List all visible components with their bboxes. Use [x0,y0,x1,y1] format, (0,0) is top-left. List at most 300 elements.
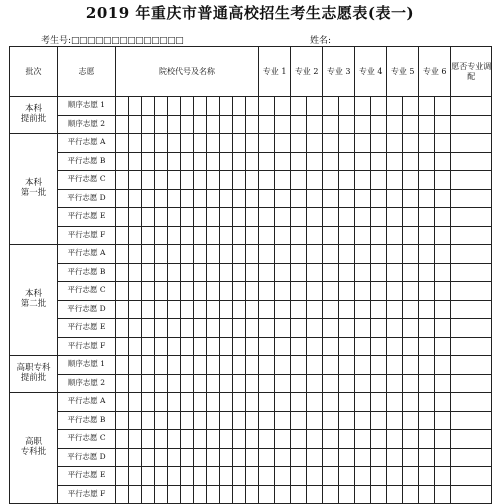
major-code-cell[interactable] [371,263,387,282]
school-code-cell[interactable] [246,393,259,412]
major-code-cell[interactable] [387,134,403,153]
adjust-cell[interactable] [451,319,492,338]
major-code-cell[interactable] [275,337,291,356]
major-code-cell[interactable] [307,356,323,375]
major-code-cell[interactable] [339,319,355,338]
school-code-cell[interactable] [155,226,168,245]
school-code-cell[interactable] [116,263,129,282]
school-code-cell[interactable] [129,134,142,153]
school-code-cell[interactable] [181,226,194,245]
school-code-cell[interactable] [116,134,129,153]
school-code-cell[interactable] [220,134,233,153]
school-code-cell[interactable] [116,467,129,486]
school-code-cell[interactable] [129,356,142,375]
school-code-cell[interactable] [207,208,220,227]
school-code-cell[interactable] [246,485,259,504]
major-code-cell[interactable] [387,282,403,301]
school-code-cell[interactable] [168,208,181,227]
major-code-cell[interactable] [275,226,291,245]
major-code-cell[interactable] [307,97,323,116]
school-code-cell[interactable] [194,485,207,504]
school-code-cell[interactable] [220,319,233,338]
major-code-cell[interactable] [435,393,451,412]
school-code-cell[interactable] [220,300,233,319]
major-code-cell[interactable] [387,208,403,227]
major-code-cell[interactable] [307,134,323,153]
adjust-cell[interactable] [451,115,492,134]
school-code-cell[interactable] [129,337,142,356]
major-code-cell[interactable] [355,300,371,319]
major-code-cell[interactable] [387,337,403,356]
major-code-cell[interactable] [259,393,275,412]
school-code-cell[interactable] [207,189,220,208]
adjust-cell[interactable] [451,97,492,116]
school-code-cell[interactable] [116,189,129,208]
major-code-cell[interactable] [371,226,387,245]
school-code-cell[interactable] [220,152,233,171]
major-code-cell[interactable] [307,448,323,467]
major-code-cell[interactable] [339,430,355,449]
major-code-cell[interactable] [371,152,387,171]
major-code-cell[interactable] [419,189,435,208]
major-code-cell[interactable] [371,448,387,467]
school-code-cell[interactable] [246,226,259,245]
major-code-cell[interactable] [371,171,387,190]
school-code-cell[interactable] [207,97,220,116]
major-code-cell[interactable] [387,448,403,467]
school-code-cell[interactable] [168,263,181,282]
school-code-cell[interactable] [220,245,233,264]
school-code-cell[interactable] [246,208,259,227]
major-code-cell[interactable] [259,337,275,356]
school-code-cell[interactable] [155,97,168,116]
school-code-cell[interactable] [142,411,155,430]
school-code-cell[interactable] [181,485,194,504]
major-code-cell[interactable] [355,134,371,153]
school-code-cell[interactable] [142,189,155,208]
major-code-cell[interactable] [403,282,419,301]
school-code-cell[interactable] [116,337,129,356]
school-code-cell[interactable] [155,171,168,190]
school-code-cell[interactable] [168,430,181,449]
school-code-cell[interactable] [116,356,129,375]
school-code-cell[interactable] [194,134,207,153]
major-code-cell[interactable] [307,467,323,486]
major-code-cell[interactable] [435,134,451,153]
school-code-cell[interactable] [233,430,246,449]
major-code-cell[interactable] [307,337,323,356]
major-code-cell[interactable] [435,319,451,338]
major-code-cell[interactable] [339,411,355,430]
major-code-cell[interactable] [339,337,355,356]
school-code-cell[interactable] [233,356,246,375]
major-code-cell[interactable] [419,448,435,467]
major-code-cell[interactable] [259,189,275,208]
school-code-cell[interactable] [168,393,181,412]
major-code-cell[interactable] [355,485,371,504]
school-code-cell[interactable] [220,393,233,412]
major-code-cell[interactable] [435,171,451,190]
major-code-cell[interactable] [259,300,275,319]
school-code-cell[interactable] [168,374,181,393]
school-code-cell[interactable] [129,300,142,319]
adjust-cell[interactable] [451,208,492,227]
adjust-cell[interactable] [451,189,492,208]
school-code-cell[interactable] [168,411,181,430]
school-code-cell[interactable] [233,134,246,153]
major-code-cell[interactable] [435,448,451,467]
major-code-cell[interactable] [291,467,307,486]
adjust-cell[interactable] [451,245,492,264]
adjust-cell[interactable] [451,448,492,467]
major-code-cell[interactable] [275,485,291,504]
major-code-cell[interactable] [387,319,403,338]
adjust-cell[interactable] [451,300,492,319]
school-code-cell[interactable] [207,485,220,504]
major-code-cell[interactable] [307,189,323,208]
major-code-cell[interactable] [435,337,451,356]
major-code-cell[interactable] [339,152,355,171]
major-code-cell[interactable] [403,411,419,430]
school-code-cell[interactable] [116,97,129,116]
major-code-cell[interactable] [259,356,275,375]
major-code-cell[interactable] [323,356,339,375]
major-code-cell[interactable] [291,485,307,504]
major-code-cell[interactable] [387,189,403,208]
major-code-cell[interactable] [403,374,419,393]
school-code-cell[interactable] [155,448,168,467]
school-code-cell[interactable] [246,411,259,430]
school-code-cell[interactable] [129,208,142,227]
school-code-cell[interactable] [181,356,194,375]
school-code-cell[interactable] [246,282,259,301]
school-code-cell[interactable] [155,245,168,264]
major-code-cell[interactable] [419,134,435,153]
major-code-cell[interactable] [339,300,355,319]
major-code-cell[interactable] [307,282,323,301]
major-code-cell[interactable] [323,245,339,264]
school-code-cell[interactable] [207,282,220,301]
school-code-cell[interactable] [246,337,259,356]
school-code-cell[interactable] [194,337,207,356]
school-code-cell[interactable] [181,208,194,227]
school-code-cell[interactable] [155,300,168,319]
major-code-cell[interactable] [435,97,451,116]
major-code-cell[interactable] [403,245,419,264]
school-code-cell[interactable] [116,393,129,412]
school-code-cell[interactable] [233,448,246,467]
major-code-cell[interactable] [371,97,387,116]
major-code-cell[interactable] [435,430,451,449]
school-code-cell[interactable] [246,171,259,190]
school-code-cell[interactable] [142,485,155,504]
school-code-cell[interactable] [181,430,194,449]
school-code-cell[interactable] [207,263,220,282]
major-code-cell[interactable] [419,485,435,504]
school-code-cell[interactable] [116,300,129,319]
major-code-cell[interactable] [371,134,387,153]
major-code-cell[interactable] [355,245,371,264]
school-code-cell[interactable] [181,319,194,338]
major-code-cell[interactable] [387,467,403,486]
school-code-cell[interactable] [194,356,207,375]
school-code-cell[interactable] [233,393,246,412]
major-code-cell[interactable] [355,319,371,338]
major-code-cell[interactable] [259,282,275,301]
major-code-cell[interactable] [259,374,275,393]
major-code-cell[interactable] [323,171,339,190]
school-code-cell[interactable] [155,189,168,208]
major-code-cell[interactable] [291,356,307,375]
school-code-cell[interactable] [220,485,233,504]
school-code-cell[interactable] [220,171,233,190]
school-code-cell[interactable] [129,171,142,190]
major-code-cell[interactable] [275,245,291,264]
school-code-cell[interactable] [194,245,207,264]
major-code-cell[interactable] [371,208,387,227]
school-code-cell[interactable] [142,319,155,338]
major-code-cell[interactable] [435,208,451,227]
school-code-cell[interactable] [168,282,181,301]
major-code-cell[interactable] [387,263,403,282]
major-code-cell[interactable] [307,152,323,171]
school-code-cell[interactable] [194,208,207,227]
school-code-cell[interactable] [168,152,181,171]
school-code-cell[interactable] [246,467,259,486]
school-code-cell[interactable] [155,337,168,356]
major-code-cell[interactable] [323,263,339,282]
school-code-cell[interactable] [168,485,181,504]
school-code-cell[interactable] [155,393,168,412]
major-code-cell[interactable] [259,319,275,338]
major-code-cell[interactable] [339,189,355,208]
major-code-cell[interactable] [307,226,323,245]
major-code-cell[interactable] [291,393,307,412]
school-code-cell[interactable] [142,263,155,282]
major-code-cell[interactable] [371,319,387,338]
major-code-cell[interactable] [323,448,339,467]
school-code-cell[interactable] [220,356,233,375]
school-code-cell[interactable] [168,115,181,134]
adjust-cell[interactable] [451,485,492,504]
major-code-cell[interactable] [371,374,387,393]
exam-number-field[interactable] [41,33,183,46]
major-code-cell[interactable] [419,300,435,319]
school-code-cell[interactable] [246,152,259,171]
major-code-cell[interactable] [275,374,291,393]
major-code-cell[interactable] [419,356,435,375]
school-code-cell[interactable] [168,189,181,208]
school-code-cell[interactable] [207,448,220,467]
major-code-cell[interactable] [307,245,323,264]
adjust-cell[interactable] [451,337,492,356]
school-code-cell[interactable] [155,282,168,301]
school-code-cell[interactable] [129,263,142,282]
school-code-cell[interactable] [116,282,129,301]
school-code-cell[interactable] [194,97,207,116]
major-code-cell[interactable] [371,393,387,412]
major-code-cell[interactable] [387,171,403,190]
school-code-cell[interactable] [142,152,155,171]
major-code-cell[interactable] [403,430,419,449]
school-code-cell[interactable] [142,300,155,319]
school-code-cell[interactable] [142,374,155,393]
school-code-cell[interactable] [220,430,233,449]
school-code-cell[interactable] [129,282,142,301]
school-code-cell[interactable] [194,152,207,171]
school-code-cell[interactable] [116,245,129,264]
school-code-cell[interactable] [181,189,194,208]
school-code-cell[interactable] [207,300,220,319]
major-code-cell[interactable] [339,374,355,393]
major-code-cell[interactable] [371,189,387,208]
school-code-cell[interactable] [168,337,181,356]
school-code-cell[interactable] [116,319,129,338]
name-field[interactable] [310,33,331,46]
school-code-cell[interactable] [181,171,194,190]
school-code-cell[interactable] [194,319,207,338]
school-code-cell[interactable] [181,411,194,430]
school-code-cell[interactable] [129,374,142,393]
school-code-cell[interactable] [246,115,259,134]
school-code-cell[interactable] [168,356,181,375]
major-code-cell[interactable] [371,411,387,430]
major-code-cell[interactable] [339,282,355,301]
major-code-cell[interactable] [387,356,403,375]
major-code-cell[interactable] [275,115,291,134]
school-code-cell[interactable] [246,300,259,319]
major-code-cell[interactable] [291,263,307,282]
major-code-cell[interactable] [403,134,419,153]
major-code-cell[interactable] [275,430,291,449]
major-code-cell[interactable] [275,263,291,282]
school-code-cell[interactable] [220,263,233,282]
major-code-cell[interactable] [323,430,339,449]
school-code-cell[interactable] [181,134,194,153]
major-code-cell[interactable] [419,245,435,264]
major-code-cell[interactable] [275,319,291,338]
major-code-cell[interactable] [403,485,419,504]
major-code-cell[interactable] [435,374,451,393]
major-code-cell[interactable] [435,282,451,301]
major-code-cell[interactable] [307,300,323,319]
adjust-cell[interactable] [451,393,492,412]
major-code-cell[interactable] [371,356,387,375]
major-code-cell[interactable] [291,430,307,449]
school-code-cell[interactable] [233,263,246,282]
major-code-cell[interactable] [259,115,275,134]
major-code-cell[interactable] [275,356,291,375]
school-code-cell[interactable] [233,374,246,393]
school-code-cell[interactable] [155,467,168,486]
major-code-cell[interactable] [259,226,275,245]
major-code-cell[interactable] [419,171,435,190]
major-code-cell[interactable] [339,263,355,282]
school-code-cell[interactable] [168,226,181,245]
school-code-cell[interactable] [142,337,155,356]
major-code-cell[interactable] [371,300,387,319]
major-code-cell[interactable] [323,282,339,301]
major-code-cell[interactable] [419,152,435,171]
school-code-cell[interactable] [181,152,194,171]
school-code-cell[interactable] [246,356,259,375]
major-code-cell[interactable] [403,319,419,338]
major-code-cell[interactable] [403,171,419,190]
school-code-cell[interactable] [207,430,220,449]
major-code-cell[interactable] [259,263,275,282]
major-code-cell[interactable] [323,300,339,319]
school-code-cell[interactable] [246,430,259,449]
school-code-cell[interactable] [181,393,194,412]
school-code-cell[interactable] [220,189,233,208]
major-code-cell[interactable] [435,226,451,245]
major-code-cell[interactable] [323,411,339,430]
major-code-cell[interactable] [259,430,275,449]
school-code-cell[interactable] [207,467,220,486]
major-code-cell[interactable] [387,152,403,171]
major-code-cell[interactable] [259,208,275,227]
major-code-cell[interactable] [371,430,387,449]
major-code-cell[interactable] [403,448,419,467]
school-code-cell[interactable] [116,152,129,171]
major-code-cell[interactable] [307,430,323,449]
school-code-cell[interactable] [246,319,259,338]
school-code-cell[interactable] [207,134,220,153]
school-code-cell[interactable] [233,337,246,356]
major-code-cell[interactable] [419,393,435,412]
major-code-cell[interactable] [435,189,451,208]
major-code-cell[interactable] [403,208,419,227]
major-code-cell[interactable] [435,115,451,134]
school-code-cell[interactable] [129,245,142,264]
major-code-cell[interactable] [339,393,355,412]
major-code-cell[interactable] [419,467,435,486]
major-code-cell[interactable] [307,393,323,412]
major-code-cell[interactable] [339,134,355,153]
major-code-cell[interactable] [259,245,275,264]
school-code-cell[interactable] [142,393,155,412]
major-code-cell[interactable] [355,208,371,227]
school-code-cell[interactable] [168,448,181,467]
major-code-cell[interactable] [355,411,371,430]
school-code-cell[interactable] [233,485,246,504]
school-code-cell[interactable] [207,393,220,412]
major-code-cell[interactable] [323,189,339,208]
major-code-cell[interactable] [323,467,339,486]
school-code-cell[interactable] [116,374,129,393]
major-code-cell[interactable] [355,448,371,467]
major-code-cell[interactable] [387,115,403,134]
major-code-cell[interactable] [387,411,403,430]
major-code-cell[interactable] [419,337,435,356]
major-code-cell[interactable] [435,485,451,504]
school-code-cell[interactable] [168,97,181,116]
school-code-cell[interactable] [194,430,207,449]
school-code-cell[interactable] [142,226,155,245]
school-code-cell[interactable] [116,115,129,134]
major-code-cell[interactable] [387,393,403,412]
major-code-cell[interactable] [387,300,403,319]
school-code-cell[interactable] [168,467,181,486]
major-code-cell[interactable] [275,189,291,208]
school-code-cell[interactable] [194,393,207,412]
school-code-cell[interactable] [233,97,246,116]
major-code-cell[interactable] [291,208,307,227]
major-code-cell[interactable] [307,171,323,190]
school-code-cell[interactable] [168,245,181,264]
major-code-cell[interactable] [419,97,435,116]
school-code-cell[interactable] [155,356,168,375]
